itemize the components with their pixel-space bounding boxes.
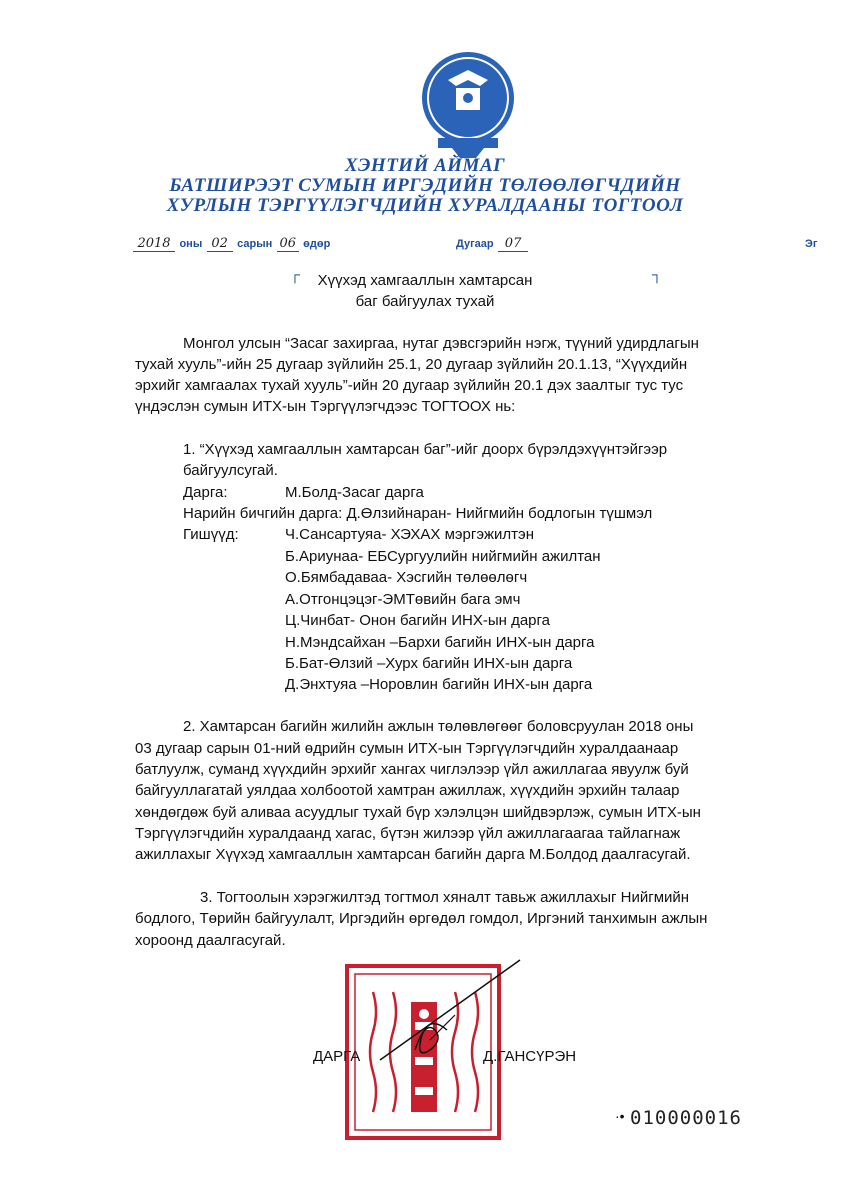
member-item: Д.Энхтуяа –Норовлин багийн ИНХ-ын дарга [285,676,593,693]
member-item: Н.Мэндсайхан –Бархи багийн ИНХ-ын дарга [285,634,595,651]
secretary-line: Нарийн бичгийн дарга: Д.Өлзийнаран- Нийгмийн бодлогын түшмэл [183,505,653,522]
number-label: Дугаар [456,238,494,250]
state-emblem-icon [418,40,518,160]
header-line-2: БАТШИРЭЭТ СУМЫН ИРГЭДИЙН ТӨЛӨӨЛӨГЧДИЙН [169,175,681,196]
chair-label: Дарга: [183,484,228,501]
date-month: 02 [207,236,233,252]
chair-name: М.Болд-Засаг дарга [285,484,424,501]
corner-left-icon: ┌ [290,266,300,282]
date-month-label: сарын [237,238,273,250]
member-item: Б.Ариунаа- ЕБСургуулийн нийгмийн ажилтан [285,548,601,565]
subject-line-2: баг байгуулах тухай [355,293,495,310]
preamble-line: Монгол улсын “Засаг захиргаа, нутаг дэвсгэрийн нэгж, түүний удирдлагын [183,335,699,352]
date-year: 2018 [133,236,175,252]
signature-name: Д.ГАНСҮРЭН [483,1048,577,1065]
item2-line: 03 дугаар сарын 01-ний өдрийн сумын ИТХ-ын Тэргүүлэгчдийн хуралдаанаар [135,740,679,757]
item1-line-1: 1. “Хүүхэд хамгааллын хамтарсан баг”-ийг доорх бүрэлдэхүүнтэйгээр [183,441,668,458]
subject-line-1: Хүүхэд хамгааллын хамтарсан [317,272,533,289]
date-year-label: оны [179,238,203,250]
item2-line: байгууллагатай уялдаа холбоотой хамтран ажиллаж, хүүхдийн эрхийн талаар [135,782,680,799]
item2-line: батлуулж, суманд хүүхдийн эрхийг хангах чиглэлээр үйл ажиллагаа явуулж буй [135,761,689,778]
member-item: Ц.Чинбат- Онон багийн ИНХ-ын дарга [285,612,550,629]
date-day-label: өдөр [303,238,331,250]
members-label: Гишүүд: [183,526,239,543]
member-item: Ч.Сансартуяа- ХЭХАХ мэргэжилтэн [285,526,534,543]
date-row [133,234,330,252]
document-number: 07 [498,236,528,252]
number-row [456,234,528,252]
header-line-3: ХУРЛЫН ТЭРГҮҮЛЭГЧДИЙН ХУРАЛДААНЫ ТОГТООЛ [166,195,684,216]
preamble-line: тухай хууль”-ийн 25 дугаар зүйлийн 25.1, 20 дугаар зүйлийн 20.1.13, “Хүүхдийн [135,356,688,373]
place-label: Эг [805,238,818,250]
item2-line: 2. Хамтарсан багийн жилийн ажлын төлөвлөгөөг боловсруулан 2018 оны [183,718,694,735]
header-line-1: ХЭНТИЙ АЙМАГ [344,155,506,176]
member-item: Б.Бат-Өлзий –Хурх багийн ИНХ-ын дарга [285,655,573,672]
item3-line: хороонд даалгасугай. [135,932,286,949]
item2-line: хөндөгдөж буй аливаа асуудлыг тухай бүр хэлэлцэн шийдвэрлэж, сумын ИТХ-ын [135,804,701,821]
member-item: О.Бямбадаваа- Хэсгийн төлөөлөгч [285,569,528,586]
preamble-line: эрхийг хамгаалах тухай хууль”-ийн 20 дугаар зүйлийн 20.1 дэх заалтыг тус тус [135,377,684,394]
item2-line: ажиллахыг Хүүхэд хамгааллын хамтарсан багийн дарга М.Болдод даалгасугай. [135,846,691,863]
item2-line: Тэргүүлэгчдийн хуралдаанд хагас, бүтэн жилээр үйл ажиллагаагаа тайлагнаж [135,825,681,842]
preamble-line: үндэслэн сумын ИТХ-ын Тэргүүлэгчдээс ТОГТООХ нь: [135,398,516,415]
item3-line: 3. Тогтоолын хэрэгжилтэд тогтмол хяналт тавьж ажиллахыг Нийгмийн [200,889,690,906]
item3-line: бодлого, Төрийн байгуулалт, Иргэдийн өргөдөл гомдол, Иргэний танхимын ажлын [135,910,708,927]
serial-number: 010000016 [630,1107,742,1129]
item1-line-2: байгуулсугай. [183,462,278,479]
signature-title: ДАРГА [313,1048,361,1065]
member-item: А.Отгонцэцэг-ЭМТөвийн бага эмч [285,591,521,608]
serial-mark-icon: ·• [615,1108,625,1124]
date-day: 06 [277,236,299,252]
corner-right-icon: ┐ [652,266,662,282]
